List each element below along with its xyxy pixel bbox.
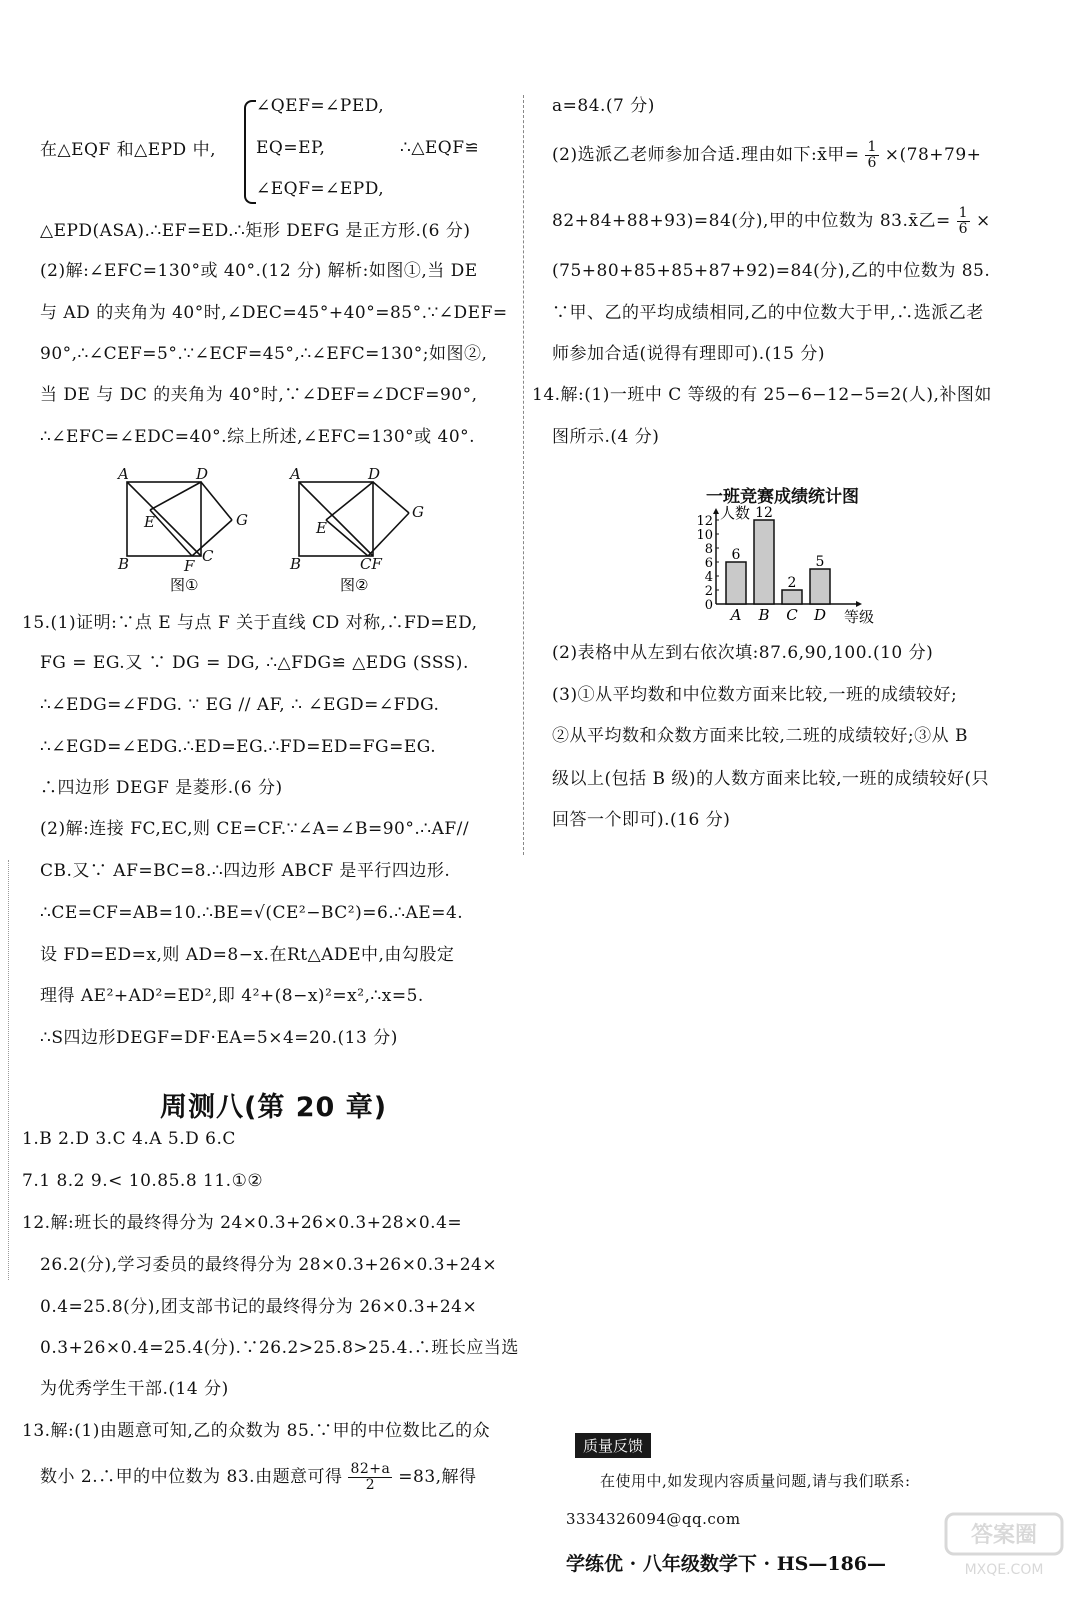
text-line	[40, 1462, 477, 1493]
x-tick-label: C	[786, 606, 798, 624]
y-tick-label: 6	[704, 556, 713, 571]
watermark-url: MXQE.COM	[964, 1562, 1044, 1578]
bar-value-label: 12	[755, 505, 773, 521]
fig1-label-G: G	[236, 511, 248, 529]
fig2-label-B: B	[290, 555, 302, 573]
page-footer: 学练优 · 八年级数学下 · HS—186—	[566, 1553, 887, 1575]
text-line: ∵甲、乙的平均成绩相同,乙的中位数大于甲,∴选派乙老	[552, 303, 984, 323]
fig2-label-D: D	[368, 465, 381, 483]
text-line: 与 AD 的夹角为 40°时,∠DEC=45°+40°=85°.∵∠DEF=	[40, 303, 508, 323]
text-line: 13.解:(1)由题意可知,乙的众数为 85.∵甲的中位数比乙的众	[22, 1421, 491, 1441]
section-heading: 周测八(第 20 章)	[160, 1092, 388, 1123]
text-line: 0.3+26×0.4=25.4(分).∵26.2>25.8>25.4.∴班长应当选	[40, 1338, 519, 1358]
bar-D	[810, 569, 830, 604]
watermark-text: 答案圈	[970, 1523, 1038, 1548]
bar-value-label: 2	[787, 575, 797, 591]
text-line: EQ=EP,	[256, 138, 326, 158]
fig2-label-G: G	[412, 503, 424, 521]
fig1-label-B: B	[118, 555, 130, 573]
x-tick-label: D	[813, 606, 827, 624]
text-line: a=84.(7 分)	[552, 96, 655, 116]
fraction-denominator: 6	[958, 221, 969, 237]
bar-A	[726, 562, 746, 604]
text-span: ×	[975, 211, 991, 231]
fraction	[348, 1462, 392, 1493]
answer-line: 7.1 8.2 9.< 10.85.8 11.①②	[22, 1171, 264, 1191]
fraction	[957, 206, 970, 237]
fig2-caption: 图②	[340, 576, 369, 594]
text-line	[552, 206, 991, 237]
text-line: 12.解:班长的最终得分为 24×0.3+26×0.3+28×0.4=	[22, 1213, 463, 1233]
text-span: (2)选派乙老师参加合适.理由如下:x̄甲=	[552, 145, 860, 165]
bar-B	[754, 520, 774, 604]
x-axis-arrow	[856, 601, 862, 607]
answer-line: 1.B 2.D 3.C 4.A 5.D 6.C	[22, 1129, 236, 1149]
fraction-numerator: 1	[867, 139, 877, 155]
text-line: 当 DE 与 DC 的夹角为 40°时,∵∠DEF=∠DCF=90°,	[40, 385, 478, 405]
geometry-figure-1	[110, 465, 260, 595]
fig1-caption: 图①	[170, 576, 199, 594]
text-line: ∴四边形 DEGF 是菱形.(6 分)	[40, 778, 283, 798]
fig2-label-CF: CF	[360, 555, 382, 573]
y-tick-label: 0	[704, 598, 713, 613]
text-line: (2)表格中从左到右依次填:87.6,90,100.(10 分)	[552, 643, 934, 663]
fig1-label-A: A	[118, 465, 129, 483]
text-line: (2)解:∠EFC=130°或 40°.(12 分) 解析:如图①,当 DE	[40, 261, 478, 281]
text-line: △EPD(ASA).∴EF=ED.∴矩形 DEFG 是正方形.(6 分)	[40, 221, 471, 241]
text-line: 90°,∴∠CEF=5°.∵∠ECF=45°,∴∠EFC=130°;如图②,	[40, 344, 488, 364]
y-axis-label: 人数	[720, 504, 751, 522]
text-line: 14.解:(1)一班中 C 等级的有 25−6−12−5=2(人),补图如	[532, 385, 992, 405]
text-line: 理得 AE²+AD²=ED²,即 4²+(8−x)²=x²,∴x=5.	[40, 986, 424, 1006]
text-span: =83,解得	[398, 1467, 477, 1487]
text-line: 师参加合适(说得有理即可).(15 分)	[552, 344, 825, 364]
y-tick-label: 8	[704, 542, 713, 557]
bar-C	[782, 590, 802, 604]
chart-title: 一班竞赛成绩统计图	[706, 487, 859, 507]
text-line	[552, 140, 981, 171]
text-line: CB.又∵ AF=BC=8.∴四边形 ABCF 是平行四边形.	[40, 861, 451, 881]
text-span: ×(78+79+	[884, 145, 982, 165]
text-line: (2)解:连接 FC,EC,则 CE=CF.∵∠A=∠B=90°.∴AF//	[40, 819, 470, 839]
system-brace	[244, 100, 256, 204]
fraction-numerator: 82+a	[350, 1461, 391, 1477]
binding-edge	[8, 860, 9, 1280]
text-line: ②从平均数和众数方面来比较,二班的成绩较好;③从 B	[552, 726, 969, 746]
column-divider	[523, 95, 524, 855]
text-line: 在△EQF 和△EPD 中,	[40, 140, 216, 160]
text-line: ∠QEF=∠PED,	[256, 96, 385, 116]
y-tick-label: 12	[696, 514, 713, 529]
text-line: ∴△EQF≌	[400, 138, 480, 158]
text-line: ∴∠EFC=∠EDC=40°.综上所述,∠EFC=130°或 40°.	[40, 427, 476, 447]
fig2-label-A: A	[290, 465, 301, 483]
text-line: 15.(1)证明:∵点 E 与点 F 关于直线 CD 对称,∴FD=ED,	[22, 613, 478, 633]
fig1-label-C: C	[202, 547, 214, 565]
text-line: ∴∠EGD=∠EDG.∴ED=EG.∴FD=ED=FG=EG.	[40, 737, 437, 757]
text-line: 为优秀学生干部.(14 分)	[40, 1379, 229, 1399]
text-line: ∴S四边形DEGF=DF·EA=5×4=20.(13 分)	[40, 1028, 398, 1048]
x-tick-label: B	[758, 606, 770, 624]
fig2-label-E: E	[316, 519, 327, 537]
text-line: 回答一个即可).(16 分)	[552, 810, 731, 830]
watermark-logo	[944, 1510, 1064, 1582]
feedback-text: 在使用中,如发现内容质量问题,请与我们联系:	[600, 1472, 911, 1490]
text-line: FG = EG.又 ∵ DG = DG, ∴△FDG≌ △EDG (SSS).	[40, 653, 469, 673]
text-line: (3)①从平均数和中位数方面来比较,一班的成绩较好;	[552, 685, 958, 705]
text-line: (75+80+85+85+87+92)=84(分),乙的中位数为 85.	[552, 261, 991, 281]
y-tick-label: 2	[704, 584, 713, 599]
text-line: 设 FD=ED=x,则 AD=8−x.在Rt△ADE中,由勾股定	[40, 945, 455, 965]
y-tick-label: 10	[696, 528, 713, 543]
contact-email: 3334326094@qq.com	[566, 1510, 741, 1528]
fraction-denominator: 6	[867, 155, 877, 171]
text-line: 0.4=25.8(分),团支部书记的最终得分为 26×0.3+24×	[40, 1297, 478, 1317]
fraction-numerator: 1	[958, 205, 969, 221]
geometry-figure-2	[282, 465, 432, 595]
fraction-denominator: 2	[365, 1477, 376, 1493]
fig1-label-F: F	[184, 557, 195, 575]
text-span: 数小 2.∴甲的中位数为 83.由题意可得	[40, 1467, 343, 1487]
text-line: ∴CE=CF=AB=10.∴BE=√(CE²−BC²)=6.∴AE=4.	[40, 903, 464, 923]
y-tick-label: 4	[704, 570, 713, 585]
bar-chart	[690, 500, 910, 625]
fig1-label-E: E	[144, 513, 155, 531]
x-tick-label: A	[730, 606, 742, 624]
text-line: 图所示.(4 分)	[552, 427, 660, 447]
x-axis-label: 等级	[844, 608, 875, 625]
text-span: 82+84+88+93)=84(分),甲的中位数为 83.x̄乙=	[552, 211, 951, 231]
bar-value-label: 6	[731, 547, 741, 563]
text-line: ∠EQF=∠EPD,	[256, 179, 385, 199]
quality-feedback-tag: 质量反馈	[575, 1433, 651, 1458]
y-axis-arrow	[713, 508, 719, 514]
fig1-label-D: D	[196, 465, 209, 483]
text-line: ∴∠EDG=∠FDG. ∵ EG // AF, ∴ ∠EGD=∠FDG.	[40, 695, 440, 715]
fraction	[865, 140, 878, 171]
bar-value-label: 5	[815, 554, 825, 570]
text-line: 级以上(包括 B 级)的人数方面来比较,一班的成绩较好(只	[552, 769, 990, 789]
text-line: 26.2(分),学习委员的最终得分为 28×0.3+26×0.3+24×	[40, 1255, 498, 1275]
